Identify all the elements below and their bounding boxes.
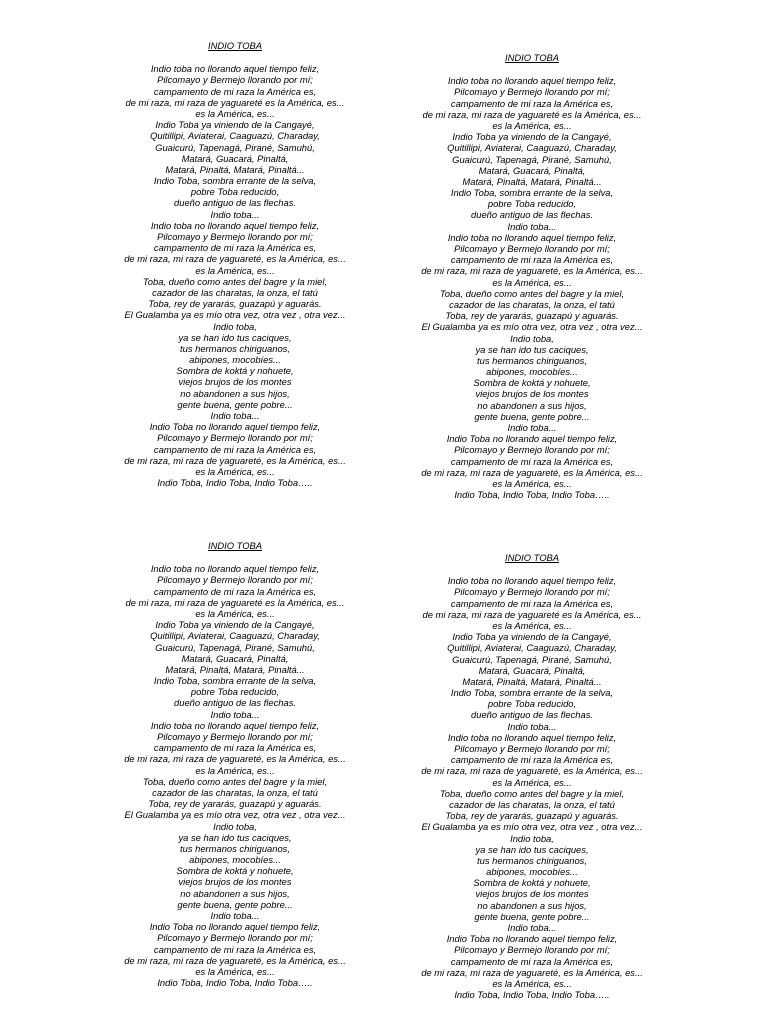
lyric-line: campamento de mi raza la América es, bbox=[153, 443, 317, 455]
lyrics-lines bbox=[70, 563, 400, 988]
lyric-line: Indio toba... bbox=[507, 720, 557, 732]
lyric-line: Toba, rey de yararás, guazapú y aguarás. bbox=[148, 798, 322, 810]
lyric-line: Indio Toba no llorando aquel tiempo feliz, bbox=[446, 433, 618, 445]
lyric-line: es la América, es... bbox=[492, 977, 572, 989]
lyric-line: Pilcomayo y Bermejo llorando por mí; bbox=[454, 944, 610, 956]
lyric-line: de mi raza, mi raza de yaguareté, es la América, es... bbox=[124, 753, 346, 765]
lyric-line: de mi raza, mi raza de yaguareté, es la América, es... bbox=[124, 454, 346, 466]
lyric-line: campamento de mi raza la América es, bbox=[153, 85, 317, 97]
lyric-line: Toba, dueño como antes del bagre y la miel, bbox=[439, 287, 625, 299]
lyric-line: El Gualamba ya es mío otra vez, otra vez , otra vez... bbox=[421, 821, 643, 833]
lyric-line: El Gualamba ya es mío otra vez, otra vez , otra vez... bbox=[124, 309, 346, 321]
lyric-line: Toba, dueño como antes del bagre y la miel, bbox=[142, 275, 328, 287]
lyric-line: cazador de las charatas, la onza, el tatú bbox=[449, 298, 615, 310]
lyric-line: Indio toba, bbox=[213, 820, 257, 832]
lyric-line: no abandonen a sus hijos, bbox=[477, 399, 587, 411]
lyric-line: Matará, Pinaltá, Matará, Pinaltá... bbox=[165, 663, 305, 675]
lyric-line: Guaicurú, Tapenagá, Pirané, Samuhú, bbox=[155, 641, 315, 653]
lyric-line: campamento de mi raza la América es, bbox=[153, 943, 317, 955]
lyrics-block-top-left bbox=[70, 40, 400, 488]
lyrics-block-top-right bbox=[367, 52, 697, 500]
lyric-line: es la América, es... bbox=[492, 477, 572, 489]
lyric-line: Indio Toba no llorando aquel tiempo feliz, bbox=[446, 933, 618, 945]
lyric-line: Indio Toba, Indio Toba, Indio Toba….. bbox=[454, 489, 610, 501]
lyric-line: campamento de mi raza la América es, bbox=[450, 597, 614, 609]
lyric-line: Indio toba no llorando aquel tiempo feliz, bbox=[150, 563, 320, 575]
lyric-line: de mi raza, mi raza de yaguareté es la América, es... bbox=[125, 96, 345, 108]
lyric-line: El Gualamba ya es mío otra vez, otra vez , otra vez... bbox=[421, 321, 643, 333]
lyric-line: Indio toba no llorando aquel tiempo feliz, bbox=[150, 63, 320, 75]
lyric-line: de mi raza, mi raza de yaguareté, es la América, es... bbox=[421, 466, 643, 478]
lyric-line: abipones, mocobíes... bbox=[486, 866, 578, 878]
lyric-line: Guaicurú, Tapenagá, Pirané, Samuhú, bbox=[452, 653, 612, 665]
lyric-line: no abandonen a sus hijos, bbox=[180, 887, 290, 899]
lyric-line: Indio Toba, Indio Toba, Indio Toba….. bbox=[157, 977, 313, 989]
lyric-line: Sombra de koktá y nohuete, bbox=[176, 865, 294, 877]
lyric-line: Indio Toba, sombra errante de la selva, bbox=[153, 675, 317, 687]
lyric-line: ya se han ido tus caciques, bbox=[475, 343, 589, 355]
lyric-line: no abandonen a sus hijos, bbox=[477, 899, 587, 911]
lyric-line: dueño antiguo de las flechas. bbox=[471, 209, 593, 221]
lyric-line: Matará, Guacará, Pinaltá, bbox=[478, 664, 586, 676]
lyric-line: Matará, Pinaltá, Matará, Pinaltá... bbox=[462, 675, 602, 687]
lyric-line: Indio toba... bbox=[210, 708, 260, 720]
lyric-line: Matará, Pinaltá, Matará, Pinaltá... bbox=[165, 163, 305, 175]
lyric-line: abipones, mocobíes... bbox=[486, 366, 578, 378]
lyric-line: Toba, rey de yararás, guazapú y aguarás. bbox=[148, 298, 322, 310]
lyric-line: Indio Toba ya viniendo de la Cangayé, bbox=[155, 619, 315, 631]
lyric-line: Indio toba, bbox=[510, 832, 554, 844]
lyric-line: Indio Toba, sombra errante de la selva, bbox=[153, 175, 317, 187]
lyric-line: El Gualamba ya es mío otra vez, otra vez , otra vez... bbox=[124, 809, 346, 821]
lyric-line: es la América, es... bbox=[492, 276, 572, 288]
lyric-line: Indio toba no llorando aquel tiempo feliz, bbox=[447, 731, 617, 743]
lyric-line: Quitillipi, Aviaterai, Caaguazú, Charaday, bbox=[150, 630, 320, 642]
lyric-line: Toba, dueño como antes del bagre y la miel, bbox=[142, 775, 328, 787]
lyric-line: viejos brujos de los montes bbox=[178, 376, 292, 388]
lyric-line: pobre Toba reducido, bbox=[190, 686, 280, 698]
lyric-line: Guaicurú, Tapenagá, Pirané, Samuhú, bbox=[155, 141, 315, 153]
lyric-line: cazador de las charatas, la onza, el tatú bbox=[152, 786, 318, 798]
lyric-line: Quitillipi, Aviaterai, Caaguazú, Charaday, bbox=[447, 142, 617, 154]
lyric-line: campamento de mi raza la América es, bbox=[450, 254, 614, 266]
lyric-line: Quitillipi, Aviaterai, Caaguazú, Charaday, bbox=[150, 130, 320, 142]
lyric-line: ya se han ido tus caciques, bbox=[178, 331, 292, 343]
lyric-line: no abandonen a sus hijos, bbox=[180, 387, 290, 399]
lyric-line: es la América, es... bbox=[195, 465, 275, 477]
lyric-line: campamento de mi raza la América es, bbox=[153, 585, 317, 597]
lyric-line: Indio toba... bbox=[210, 410, 260, 421]
lyric-line: abipones, mocobíes... bbox=[189, 354, 281, 366]
lyric-line: Pilcomayo y Bermejo llorando por mí; bbox=[157, 574, 313, 586]
lyric-line: es la América, es... bbox=[492, 119, 572, 131]
lyric-line: es la América, es... bbox=[195, 607, 275, 619]
lyric-line: pobre Toba reducido, bbox=[487, 698, 577, 710]
lyric-line: gente buena, gente pobre... bbox=[177, 398, 293, 410]
lyric-line: de mi raza, mi raza de yaguareté, es la América, es... bbox=[421, 765, 643, 777]
lyric-line: Toba, rey de yararás, guazapú y aguarás. bbox=[445, 810, 619, 822]
lyric-line: Pilcomayo y Bermejo llorando por mí; bbox=[157, 74, 313, 86]
lyric-line: Matará, Guacará, Pinaltá, bbox=[181, 652, 289, 664]
lyric-line: Pilcomayo y Bermejo llorando por mí; bbox=[454, 743, 610, 754]
lyric-line: Matará, Pinaltá, Matará, Pinaltá... bbox=[462, 175, 602, 187]
lyric-line: dueño antiguo de las flechas. bbox=[471, 709, 593, 721]
lyric-line: pobre Toba reducido, bbox=[487, 198, 577, 210]
lyric-line: Indio Toba ya viniendo de la Cangayé, bbox=[452, 131, 612, 143]
lyrics-block-bottom-right bbox=[367, 552, 697, 1000]
lyric-line: gente buena, gente pobre... bbox=[474, 410, 590, 422]
lyric-line: es la América, es... bbox=[492, 619, 572, 631]
lyric-line: cazador de las charatas, la onza, el tatú bbox=[449, 798, 615, 810]
lyric-line: Indio toba no llorando aquel tiempo feliz, bbox=[150, 219, 320, 231]
lyric-line: de mi raza, mi raza de yaguareté, es la América, es... bbox=[124, 253, 346, 265]
lyric-line: tus hermanos chiriguanos, bbox=[477, 854, 587, 866]
lyric-line: Pilcomayo y Bermejo llorando por mí; bbox=[454, 243, 610, 254]
lyrics-block-bottom-left bbox=[70, 540, 400, 988]
lyric-line: Indio toba... bbox=[507, 422, 557, 433]
lyric-line: viejos brujos de los montes bbox=[475, 388, 589, 400]
lyric-line: Pilcomayo y Bermejo llorando por mí; bbox=[157, 231, 313, 242]
lyric-line: es la América, es... bbox=[492, 776, 572, 788]
lyric-line: Indio Toba no llorando aquel tiempo feliz, bbox=[149, 421, 321, 433]
lyric-line: Indio Toba, Indio Toba, Indio Toba….. bbox=[454, 989, 610, 1001]
lyric-line: Toba, rey de yararás, guazapú y aguarás. bbox=[445, 310, 619, 322]
lyric-line: Indio Toba ya viniendo de la Cangayé, bbox=[155, 119, 315, 131]
lyric-line: Indio toba, bbox=[510, 332, 554, 344]
lyric-line: Indio toba... bbox=[507, 922, 557, 933]
lyric-line: es la América, es... bbox=[195, 107, 275, 119]
lyric-line: Pilcomayo y Bermejo llorando por mí; bbox=[454, 86, 610, 98]
lyric-line: Guaicurú, Tapenagá, Pirané, Samuhú, bbox=[452, 153, 612, 165]
lyric-line: Quitillipi, Aviaterai, Caaguazú, Charaday, bbox=[447, 642, 617, 654]
lyric-line: Matará, Guacará, Pinaltá, bbox=[181, 152, 289, 164]
lyric-line: tus hermanos chiriguanos, bbox=[180, 842, 290, 854]
lyric-line: es la América, es... bbox=[195, 264, 275, 276]
lyric-line: cazador de las charatas, la onza, el tatú bbox=[152, 286, 318, 298]
lyric-line: Indio toba... bbox=[507, 220, 557, 232]
lyric-line: ya se han ido tus caciques, bbox=[178, 831, 292, 843]
lyrics-lines bbox=[70, 63, 400, 488]
lyric-line: Matará, Guacará, Pinaltá, bbox=[478, 164, 586, 176]
lyrics-lines bbox=[367, 575, 697, 1000]
lyrics-title: INDIO TOBA bbox=[504, 52, 559, 63]
lyric-line: Toba, dueño como antes del bagre y la miel, bbox=[439, 787, 625, 799]
lyric-line: Pilcomayo y Bermejo llorando por mí; bbox=[157, 432, 313, 444]
lyric-line: Sombra de koktá y nohuete, bbox=[176, 365, 294, 377]
lyric-line: Pilcomayo y Bermejo llorando por mí; bbox=[157, 932, 313, 944]
lyric-line: Indio Toba, Indio Toba, Indio Toba….. bbox=[157, 477, 313, 489]
lyric-line: es la América, es... bbox=[195, 965, 275, 977]
lyric-line: gente buena, gente pobre... bbox=[177, 898, 293, 910]
lyric-line: Indio Toba, sombra errante de la selva, bbox=[450, 687, 614, 699]
lyric-line: Pilcomayo y Bermejo llorando por mí; bbox=[454, 586, 610, 598]
lyric-line: de mi raza, mi raza de yaguareté, es la América, es... bbox=[124, 954, 346, 966]
lyric-line: pobre Toba reducido, bbox=[190, 186, 280, 198]
lyric-line: de mi raza, mi raza de yaguareté, es la América, es... bbox=[421, 966, 643, 978]
lyric-line: ya se han ido tus caciques, bbox=[475, 843, 589, 855]
lyric-line: Indio Toba, sombra errante de la selva, bbox=[450, 187, 614, 199]
lyric-line: Indio toba no llorando aquel tiempo feliz, bbox=[447, 575, 617, 587]
lyric-line: Sombra de koktá y nohuete, bbox=[473, 877, 591, 889]
lyric-line: de mi raza, mi raza de yaguareté es la América, es... bbox=[422, 108, 642, 120]
lyrics-title: INDIO TOBA bbox=[207, 540, 262, 551]
lyric-line: campamento de mi raza la América es, bbox=[450, 955, 614, 967]
lyrics-title: INDIO TOBA bbox=[504, 552, 559, 563]
lyric-line: dueño antiguo de las flechas. bbox=[174, 197, 296, 209]
lyric-line: de mi raza, mi raza de yaguareté es la América, es... bbox=[422, 608, 642, 620]
lyric-line: de mi raza, mi raza de yaguareté, es la América, es... bbox=[421, 265, 643, 277]
lyric-line: Indio toba... bbox=[210, 208, 260, 220]
lyric-line: Indio toba, bbox=[213, 320, 257, 332]
lyric-line: Indio Toba ya viniendo de la Cangayé, bbox=[452, 631, 612, 643]
lyric-line: tus hermanos chiriguanos, bbox=[180, 342, 290, 354]
lyric-line: Indio Toba no llorando aquel tiempo feliz, bbox=[149, 921, 321, 933]
lyric-line: campamento de mi raza la América es, bbox=[450, 455, 614, 467]
lyric-line: abipones, mocobíes... bbox=[189, 854, 281, 866]
lyric-line: Indio toba no llorando aquel tiempo feliz, bbox=[447, 231, 617, 243]
lyric-line: Indio toba no llorando aquel tiempo feliz, bbox=[447, 75, 617, 87]
lyric-line: de mi raza, mi raza de yaguareté es la América, es... bbox=[125, 596, 345, 608]
lyric-line: campamento de mi raza la América es, bbox=[450, 97, 614, 109]
lyric-line: Pilcomayo y Bermejo llorando por mí; bbox=[157, 731, 313, 742]
lyrics-lines bbox=[367, 75, 697, 500]
lyric-line: Indio toba no llorando aquel tiempo feliz, bbox=[150, 719, 320, 731]
lyric-line: dueño antiguo de las flechas. bbox=[174, 697, 296, 709]
lyric-line: campamento de mi raza la América es, bbox=[153, 742, 317, 754]
lyric-line: campamento de mi raza la América es, bbox=[153, 242, 317, 254]
lyric-line: es la América, es... bbox=[195, 764, 275, 776]
lyrics-title: INDIO TOBA bbox=[207, 40, 262, 51]
lyric-line: Pilcomayo y Bermejo llorando por mí; bbox=[454, 444, 610, 456]
lyric-line: Sombra de koktá y nohuete, bbox=[473, 377, 591, 389]
lyric-line: campamento de mi raza la América es, bbox=[450, 754, 614, 766]
lyric-line: tus hermanos chiriguanos, bbox=[477, 354, 587, 366]
lyric-line: Indio toba... bbox=[210, 910, 260, 921]
lyric-line: viejos brujos de los montes bbox=[475, 888, 589, 900]
lyric-line: viejos brujos de los montes bbox=[178, 876, 292, 888]
lyric-line: gente buena, gente pobre... bbox=[474, 910, 590, 922]
